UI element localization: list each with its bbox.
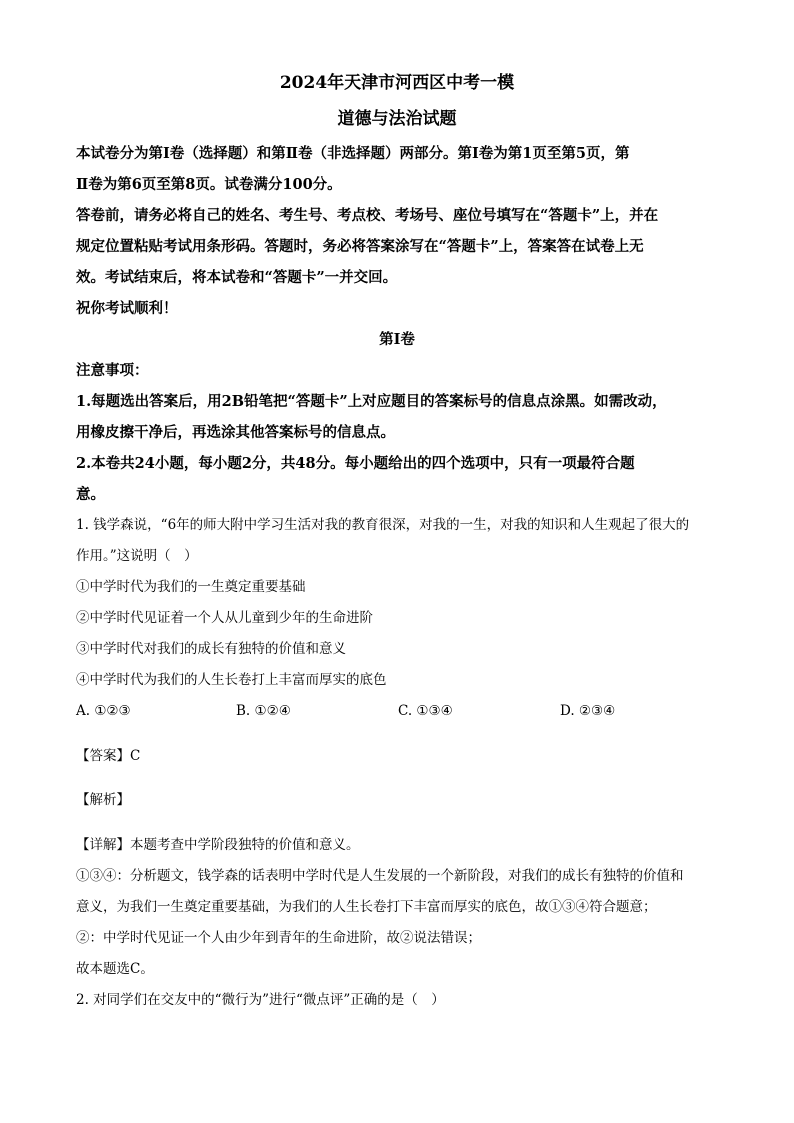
notice-line: 意。 xyxy=(76,486,105,503)
intro-line: 答卷前，请务必将自己的姓名、考生号、考点校、考场号、座位号填写在“答题卡”上，并在 xyxy=(76,207,659,224)
analysis-label: 【解析】 xyxy=(76,792,130,808)
notice-line: 用橡皮擦干净后，再选涂其他答案标号的信息点。 xyxy=(76,424,395,441)
exam-subtitle: 道德与法治试题 xyxy=(337,109,457,129)
good-luck-line: 祝你考试顺利！ xyxy=(76,300,178,317)
option-a: A. ①②③ xyxy=(76,703,131,719)
statement-3: ③中学时代对我们的成长有独特的价值和意义 xyxy=(76,641,346,657)
exam-title: 2024年天津市河西区中考一模 xyxy=(279,73,515,93)
question-1 xyxy=(76,510,718,985)
option-d: D. ②③④ xyxy=(560,703,616,719)
question-stem-line: 1. 钱学森说，“6年的师大附中学习生活对我的教育很深，对我的一生，对我的知识和人生观起了很大的 xyxy=(76,517,690,533)
question-stem-line: 作用。”这说明（ ） xyxy=(76,548,198,564)
intro-line: Ⅱ卷为第6页至第8页。试卷满分100分。 xyxy=(76,176,342,193)
notice-line: 1.每题选出答案后，用2B铅笔把“答题卡”上对应题目的答案标号的信息点涂黑。如需改动， xyxy=(76,393,667,410)
intro-block xyxy=(76,138,718,324)
statement-4: ④中学时代为我们的人生长卷打上丰富而厚实的底色 xyxy=(76,672,387,688)
option-b: B. ①②④ xyxy=(236,703,291,719)
notice-line: 2.本卷共24小题，每小题2分，共48分。每小题给出的四个选项中，只有一项最符合题 xyxy=(76,455,635,472)
question-2 xyxy=(76,985,718,1016)
intro-line: 本试卷分为第Ⅰ卷（选择题）和第Ⅱ卷（非选择题）两部分。第Ⅰ卷为第1页至第5页，第 xyxy=(76,145,630,162)
option-c: C. ①③④ xyxy=(398,703,453,719)
question-stem-line: 2. 对同学们在交友中的“微行为”进行“微点评”正确的是（ ） xyxy=(76,991,445,1008)
intro-line: 规定位置粘贴考试用条形码。答题时，务必将答案涂写在“答题卡”上，答案答在试卷上无 xyxy=(76,238,644,255)
explanation-line: 意义，为我们一生奠定重要基础，为我们的人生长卷打下丰富而厚实的底色，故①③④符合题意； xyxy=(76,898,657,915)
answer-options xyxy=(76,696,718,727)
notice-block xyxy=(76,386,718,510)
explanation-line: ②：中学时代见证一个人由少年到青年的生命进阶，故②说法错误； xyxy=(76,929,481,946)
explanation-line: 故本题选C。 xyxy=(76,960,154,977)
statement-2: ②中学时代见证着一个人从儿童到少年的生命进阶 xyxy=(76,610,373,626)
statement-1: ①中学时代为我们的一生奠定重要基础 xyxy=(76,579,306,595)
intro-line: 效。考试结束后，将本试卷和“答题卡”一并交回。 xyxy=(76,269,398,286)
notice-title: 注意事项： xyxy=(76,362,149,379)
explanation-line: 【详解】本题考查中学阶段独特的价值和意义。 xyxy=(76,836,360,853)
explanation-line: ①③④：分析题文，钱学森的话表明中学时代是人生发展的一个新阶段，对我们的成长有独特的价值和 xyxy=(76,867,684,884)
section-label: 第Ⅰ卷 xyxy=(379,331,415,348)
answer-line: 【答案】C xyxy=(76,747,141,764)
